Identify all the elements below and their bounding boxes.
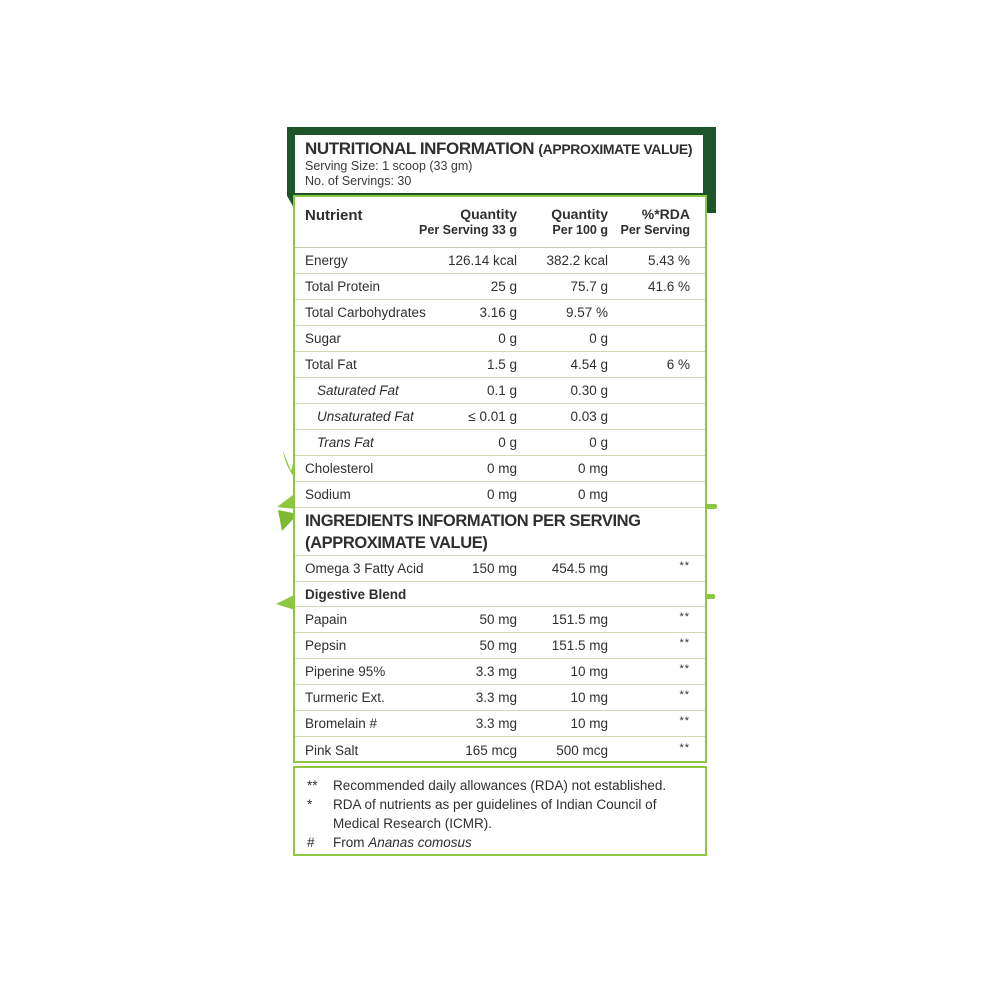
footnote-marker: **	[307, 778, 318, 793]
nutrient-name: Total Protein	[305, 279, 381, 294]
value-per-100g: 0.03 g	[570, 409, 608, 424]
nutrient-name: Saturated Fat	[317, 383, 399, 398]
table-row	[295, 378, 705, 404]
table-row	[295, 633, 705, 659]
value-per-serving: ≤ 0.01 g	[468, 409, 517, 424]
value-per-serving: 165 mcg	[465, 742, 517, 758]
nutrient-name: Unsaturated Fat	[317, 409, 414, 424]
column-qty-per-100g	[525, 206, 616, 238]
footnote	[307, 795, 697, 833]
value-per-serving: 0 mg	[486, 487, 517, 502]
rda-not-established-marker: **	[679, 663, 690, 675]
footnote	[307, 776, 697, 795]
value-per-serving: 3.16 g	[479, 305, 517, 320]
column-rda	[616, 206, 705, 238]
value-per-100g: 500 mcg	[556, 742, 608, 758]
rda-not-established-marker: **	[679, 689, 690, 701]
column-line: Quantity	[551, 206, 608, 222]
table-row	[295, 300, 705, 326]
table-row	[295, 482, 705, 508]
nutrition-table	[293, 195, 707, 763]
value-rda	[616, 716, 705, 731]
value-rda	[616, 561, 705, 576]
nutrient-name: Omega 3 Fatty Acid	[305, 561, 424, 576]
title-text: NUTRITIONAL INFORMATION	[305, 139, 535, 158]
footnote-text: From Ananas comosus	[333, 835, 472, 850]
table-row	[295, 685, 705, 711]
value-rda	[616, 690, 705, 705]
value-per-serving: 25 g	[490, 279, 517, 294]
value-rda: 41.6 %	[647, 279, 690, 294]
footnote-text: RDA of nutrients as per guidelines of Indian Council of Medical Research (ICMR).	[333, 797, 657, 831]
value-rda	[616, 743, 705, 758]
group-subheading: Digestive Blend	[295, 582, 705, 607]
nutrient-name: Pepsin	[305, 638, 347, 653]
table-row	[295, 248, 705, 274]
nutrient-name: Turmeric Ext.	[305, 690, 385, 705]
rda-not-established-marker: **	[679, 715, 690, 727]
nutrient-name: Total Fat	[305, 357, 357, 372]
nutrient-name: Piperine 95%	[305, 664, 386, 679]
column-nutrient: Nutrient	[305, 207, 363, 224]
header-box	[295, 135, 703, 193]
footnotes-box	[293, 766, 707, 856]
nutrient-name: Sodium	[305, 487, 351, 502]
value-per-serving: 150 mg	[471, 561, 517, 576]
footnote	[307, 833, 697, 852]
value-per-100g: 4.54 g	[570, 357, 608, 372]
rda-not-established-marker: **	[679, 611, 690, 623]
value-per-serving: 3.3 mg	[475, 690, 517, 705]
value-per-serving: 3.3 mg	[475, 716, 517, 731]
title-suffix: (APPROXIMATE VALUE)	[538, 141, 693, 157]
column-qty-per-serving	[415, 206, 525, 238]
value-per-serving: 50 mg	[479, 612, 517, 627]
table-row	[295, 737, 705, 763]
value-per-100g: 0 mg	[577, 487, 608, 502]
value-per-100g: 0.30 g	[570, 383, 608, 398]
value-per-serving: 1.5 g	[486, 357, 517, 372]
value-rda: 6 %	[666, 357, 690, 372]
table-column-header	[295, 197, 705, 248]
rda-not-established-marker: **	[679, 637, 690, 649]
table-row	[295, 607, 705, 633]
value-per-100g: 0 g	[589, 435, 608, 450]
value-per-100g: 75.7 g	[570, 279, 608, 294]
value-per-100g: 0 g	[589, 331, 608, 346]
value-per-serving: 126.14 kcal	[447, 253, 517, 268]
table-row	[295, 556, 705, 582]
table-row	[295, 456, 705, 482]
value-per-100g: 382.2 kcal	[546, 253, 608, 268]
footnote-marker: #	[307, 835, 315, 850]
value-rda	[616, 638, 705, 653]
value-per-100g: 454.5 mg	[551, 561, 608, 576]
nutrient-name: Total Carbohydrates	[305, 305, 426, 320]
species-name: Ananas comosus	[368, 835, 472, 850]
nutrient-name: Pink Salt	[305, 742, 359, 758]
section-heading	[295, 508, 705, 556]
value-per-serving: 0.1 g	[486, 383, 517, 398]
value-per-100g: 10 mg	[570, 664, 608, 679]
value-per-serving: 0 g	[498, 435, 517, 450]
value-per-100g: 10 mg	[570, 716, 608, 731]
table-rows	[295, 248, 705, 763]
nutrient-name: Bromelain #	[305, 716, 378, 731]
nutrient-name: Sugar	[305, 331, 342, 346]
column-line: Quantity	[460, 206, 517, 222]
table-row	[295, 326, 705, 352]
value-per-serving: 0 mg	[486, 461, 517, 476]
value-per-100g: 9.57 %	[565, 305, 608, 320]
column-line: Per Serving	[620, 223, 690, 237]
table-row	[295, 430, 705, 456]
table-row	[295, 274, 705, 300]
footnote-marker: *	[307, 797, 313, 812]
value-rda	[616, 664, 705, 679]
value-per-serving: 0 g	[498, 331, 517, 346]
value-rda	[616, 612, 705, 627]
nutrient-name: Trans Fat	[317, 435, 374, 450]
value-per-100g: 151.5 mg	[551, 612, 608, 627]
value-per-serving: 50 mg	[479, 638, 517, 653]
footnote-text: Recommended daily allowances (RDA) not established.	[333, 778, 667, 793]
value-per-100g: 0 mg	[577, 461, 608, 476]
table-row	[295, 404, 705, 430]
table-row	[295, 659, 705, 685]
value-rda: 5.43 %	[647, 253, 690, 268]
serving-size: Serving Size: 1 scoop (33 gm)	[305, 159, 473, 173]
column-line: %*RDA	[641, 206, 690, 222]
table-row	[295, 352, 705, 378]
column-line: Per Serving 33 g	[419, 223, 517, 237]
rda-not-established-marker: **	[679, 741, 690, 754]
nutrient-name: Cholesterol	[305, 461, 374, 476]
table-row	[295, 711, 705, 737]
servings-count: No. of Servings: 30	[305, 173, 412, 188]
value-per-serving: 3.3 mg	[475, 664, 517, 679]
column-line: Per 100 g	[552, 223, 608, 237]
section-heading-line: (APPROXIMATE VALUE)	[305, 533, 488, 552]
section-heading-line: INGREDIENTS INFORMATION PER SERVING	[305, 511, 641, 530]
nutrient-name: Papain	[305, 612, 348, 627]
page-title	[305, 139, 695, 159]
value-per-100g: 10 mg	[570, 690, 608, 705]
rda-not-established-marker: **	[679, 560, 690, 572]
value-per-100g: 151.5 mg	[551, 638, 608, 653]
nutrient-name: Energy	[305, 253, 348, 268]
